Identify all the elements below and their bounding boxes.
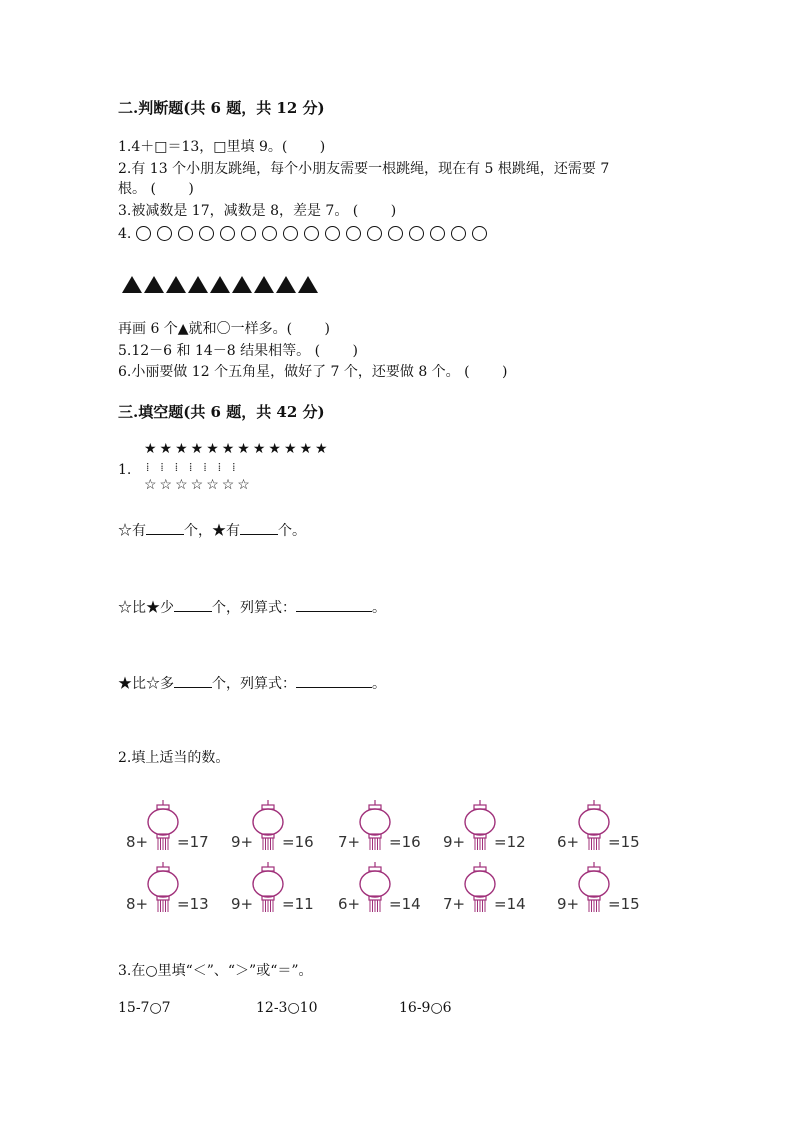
fill-line-3-text-a: ★比☆多	[118, 676, 174, 692]
dotted-connector: ⁞	[217, 460, 222, 474]
dotted-connector: ⁞	[160, 460, 164, 474]
lantern-icon[interactable]	[358, 800, 392, 852]
filled-star-row: ★★★★★★★★★★★★	[144, 441, 331, 457]
lantern-addend: 9+	[231, 895, 254, 913]
lantern-sum: =14	[494, 895, 526, 913]
fill-line-2-text-c: 。	[372, 600, 386, 616]
triangle-shape	[122, 276, 142, 293]
question-3: 3.被减数是 17，减数是 8，差是 7。 ( )	[118, 203, 397, 219]
equation-blank[interactable]	[296, 597, 372, 612]
lantern-icon[interactable]	[463, 800, 497, 852]
lantern-icon[interactable]	[146, 800, 180, 852]
circle-shape	[451, 226, 466, 241]
dotted-connector: ⁞	[174, 460, 179, 474]
dotted-connector: ⁞	[232, 460, 236, 474]
lantern-addend: 6+	[338, 895, 361, 913]
triangle-shape	[144, 276, 164, 293]
triangle-shape	[254, 276, 274, 293]
compare-item-1: 15-7○7	[118, 1000, 171, 1016]
fill-line-1-text-b: 个，★有	[184, 523, 240, 539]
circle-shape	[430, 226, 445, 241]
question-1: 1.4＋□＝13，□里填 9。( )	[118, 139, 326, 155]
triangle-row	[122, 276, 318, 293]
question-5: 5.12－6 和 14－8 结果相等。 ( )	[118, 343, 358, 359]
answer-blank[interactable]	[174, 673, 212, 688]
circle-shape	[304, 226, 319, 241]
circle-shape	[367, 226, 382, 241]
fill-question-1-number: 1.	[118, 462, 132, 478]
lantern-icon[interactable]	[463, 862, 497, 914]
circle-shape	[283, 226, 298, 241]
answer-blank[interactable]	[146, 520, 184, 535]
fill-question-3-title: 3.在○里填“＜”、“＞”或“＝”。	[118, 963, 313, 979]
matching-dots-row	[146, 460, 235, 474]
dotted-connector: ⁞	[203, 460, 207, 474]
question-2-line-1: 2.有 13 个小朋友跳绳，每个小朋友需要一根跳绳，现在有 5 根跳绳，还需要 7	[118, 161, 610, 177]
compare-item-2: 12-3○10	[256, 1000, 318, 1016]
circle-shape	[241, 226, 256, 241]
fill-line-1-text-a: ☆有	[118, 523, 146, 539]
fill-line-2	[118, 597, 386, 617]
lantern-sum: =16	[282, 833, 314, 851]
circle-shape	[136, 226, 151, 241]
triangle-shape	[232, 276, 252, 293]
lantern-addend: 8+	[126, 895, 149, 913]
section-title-judgement: 二.判断题(共 6 题，共 12 分)	[118, 99, 325, 117]
question-4-number: 4.	[118, 226, 132, 242]
triangle-shape	[210, 276, 230, 293]
circle-shape	[346, 226, 361, 241]
lantern-addend: 9+	[557, 895, 580, 913]
compare-item-3: 16-9○6	[399, 1000, 452, 1016]
answer-blank[interactable]	[240, 520, 278, 535]
circle-shape	[262, 226, 277, 241]
lantern-sum: =17	[177, 833, 209, 851]
lantern-sum: =16	[389, 833, 421, 851]
lantern-addend: 6+	[557, 833, 580, 851]
fill-line-3	[118, 673, 386, 693]
question-6: 6.小丽要做 12 个五角星，做好了 7 个，还要做 8 个。 ( )	[118, 364, 508, 380]
section-title-fill-blank: 三.填空题(共 6 题，共 42 分)	[118, 403, 325, 421]
fill-line-1-text-c: 个。	[278, 523, 306, 539]
fill-line-3-text-b: 个，列算式：	[212, 676, 296, 692]
question-2-line-2: 根。 ( )	[118, 181, 194, 197]
triangle-shape	[298, 276, 318, 293]
lantern-sum: =15	[608, 895, 640, 913]
lantern-sum: =13	[177, 895, 209, 913]
circle-shape	[178, 226, 193, 241]
fill-line-2-text-a: ☆比★少	[118, 600, 174, 616]
question-4-text: 再画 6 个▲就和〇一样多。( )	[118, 321, 330, 337]
lantern-addend: 7+	[338, 833, 361, 851]
fill-line-3-text-c: 。	[372, 676, 386, 692]
lantern-sum: =14	[389, 895, 421, 913]
circle-row	[136, 226, 487, 241]
lantern-icon[interactable]	[251, 800, 285, 852]
circle-shape	[220, 226, 235, 241]
circle-shape	[388, 226, 403, 241]
fill-question-2-title: 2.填上适当的数。	[118, 750, 230, 766]
dotted-connector: ⁞	[146, 460, 150, 474]
circle-shape	[472, 226, 487, 241]
fill-line-1	[118, 520, 306, 540]
fill-line-2-text-b: 个，列算式：	[212, 600, 296, 616]
circle-shape	[409, 226, 424, 241]
lantern-addend: 9+	[231, 833, 254, 851]
circle-shape	[157, 226, 172, 241]
lantern-icon[interactable]	[577, 800, 611, 852]
answer-blank[interactable]	[174, 597, 212, 612]
lantern-sum: =12	[494, 833, 526, 851]
circle-shape	[325, 226, 340, 241]
lantern-addend: 9+	[443, 833, 466, 851]
lantern-icon[interactable]	[358, 862, 392, 914]
lantern-addend: 8+	[126, 833, 149, 851]
triangle-shape	[166, 276, 186, 293]
lantern-sum: =11	[282, 895, 314, 913]
triangle-shape	[188, 276, 208, 293]
lantern-icon[interactable]	[251, 862, 285, 914]
lantern-addend: 7+	[443, 895, 466, 913]
lantern-sum: =15	[608, 833, 640, 851]
lantern-icon[interactable]	[146, 862, 180, 914]
equation-blank[interactable]	[296, 673, 372, 688]
lantern-icon[interactable]	[577, 862, 611, 914]
dotted-connector: ⁞	[189, 460, 193, 474]
triangle-shape	[276, 276, 296, 293]
circle-shape	[199, 226, 214, 241]
open-star-row: ☆☆☆☆☆☆☆	[144, 477, 253, 493]
